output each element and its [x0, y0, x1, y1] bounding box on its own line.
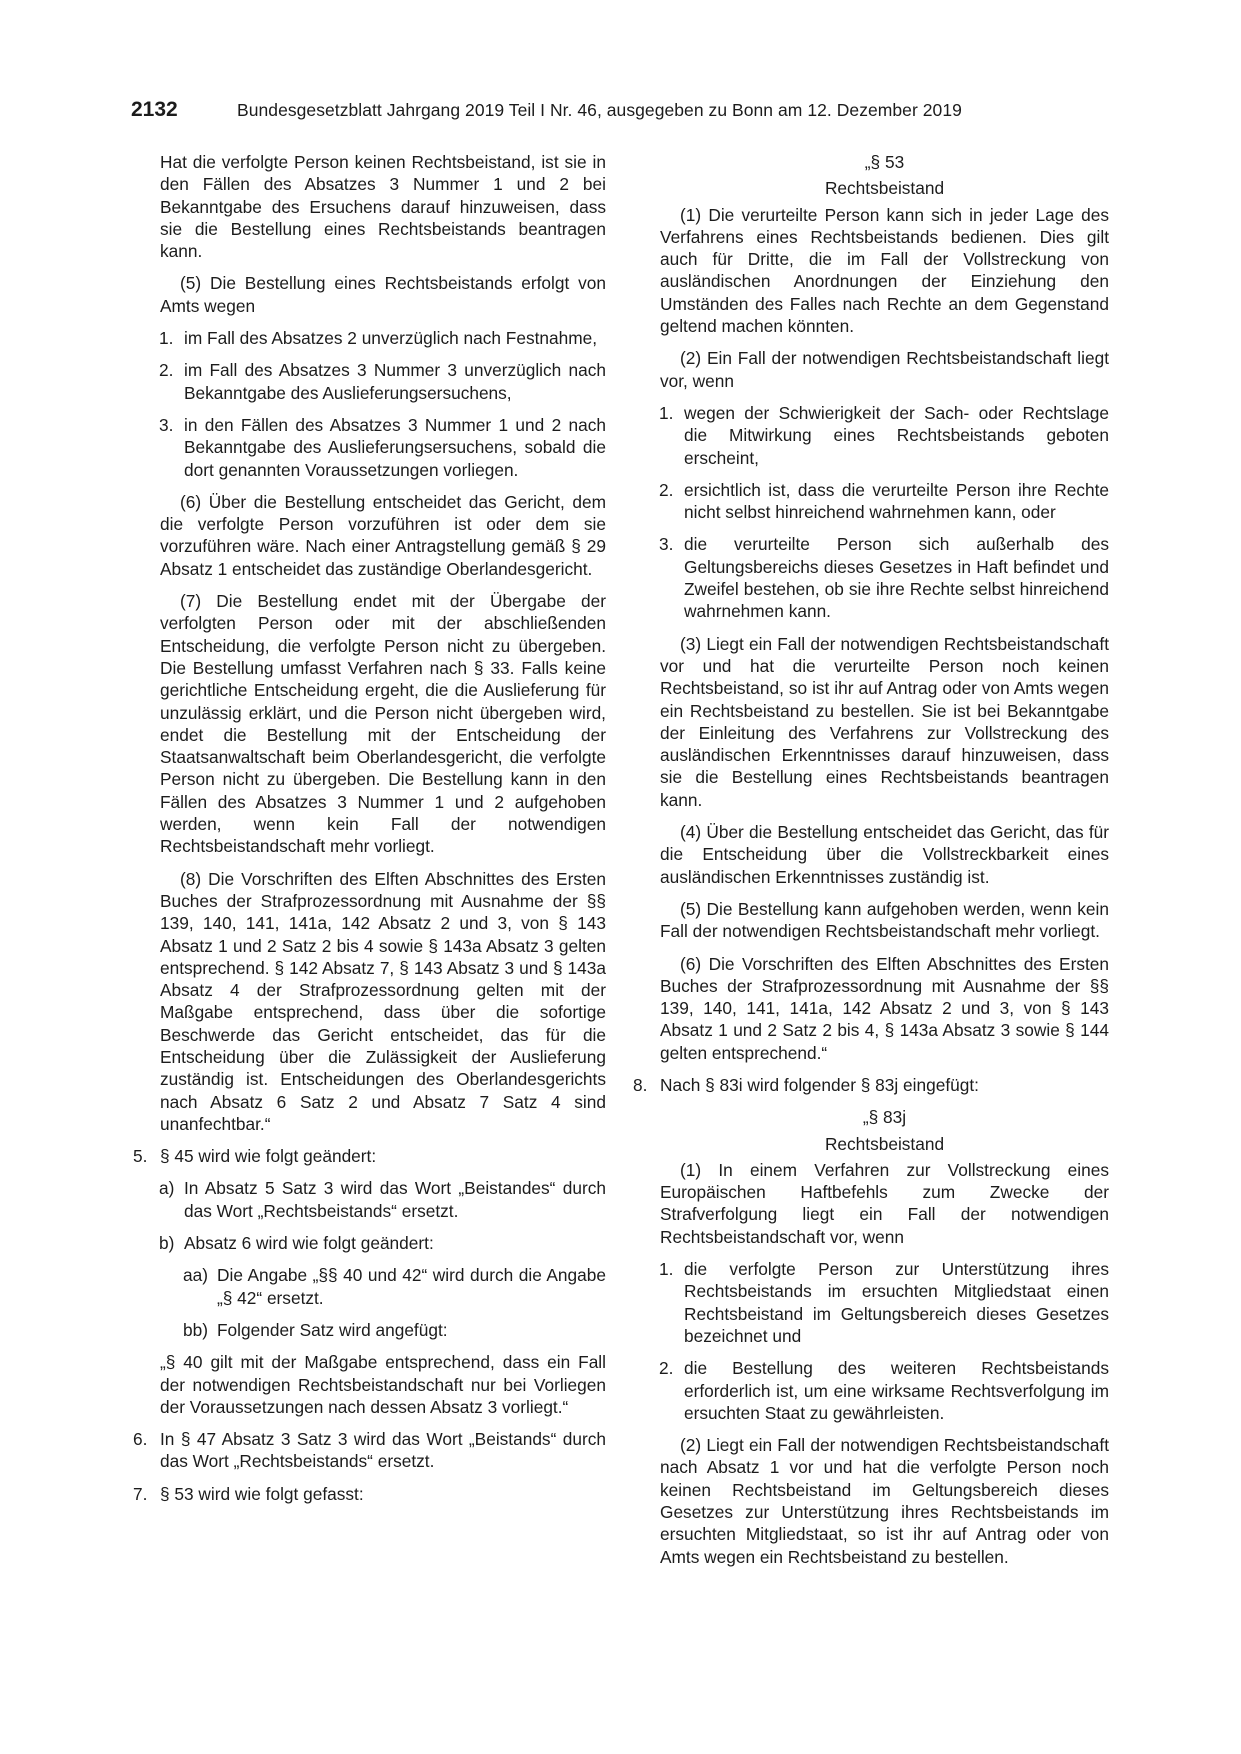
paragraph: (8) Die Vorschriften des Elften Abschnittes des Ersten Buches der Strafprozessordnung mit Ausnahme der §§ 139, 140, 141, 141a, 142 Absatz 2 und 3, von § 143 Absatz 1 und 2 Satz 2 bis 4 sowie § 143a Absatz 3 gelten entsprechend. § 142 Absatz 7, § 143 Absatz 3 und § 143a Absatz 4 der Strafprozessordnung gelten mit der Maßgabe entsprechend, dass über die sofortige Beschwerde das Gericht entscheidet, das für die Entscheidung über die Zulässigkeit der Auslieferung zuständig ist. Entscheidungen des Oberlandesgerichts nach Absatz 6 Satz 2 und Absatz 7 Satz 4 sind unanfechtbar.“	[160, 868, 606, 1134]
list-item-text: Absatz 6 wird wie folgt geändert:	[184, 1233, 434, 1254]
paragraph: (7) Die Bestellung endet mit der Übergabe der verfolgten Person oder mit der abschließenden Entscheidung, die verfolgte Person nicht zu übergeben. Die Bestellung umfasst Verfahren nach § 33. Falls keine gerichtliche Entscheidung ergeht, die die Auslieferung für unzulässig erklärt, und die Person nicht übergeben wird, endet die Bestellung mit der Entscheidung der Staatsanwaltschaft beim Oberlandesgericht, die verfolgte Person nicht zu übergeben. Die Bestellung kann in den Fällen des Absatzes 3 Nummer 1 und 2 aufgehoben werden, wenn kein Fall der notwendigen Rechtsbeistandschaft mehr vorliegt.	[160, 591, 606, 857]
list-item	[659, 1258, 1109, 1347]
list-item-text: Die Angabe „§§ 40 und 42“ wird durch die Angabe „§ 42“ ersetzt.	[217, 1265, 606, 1308]
list-marker: 8.	[633, 1074, 648, 1095]
list-item-text: In § 47 Absatz 3 Satz 3 wird das Wort „Beistands“ durch das Wort „Rechtsbeistands“ ersetzt.	[160, 1429, 606, 1472]
paragraph: Hat die verfolgte Person keinen Rechtsbeistand, ist sie in den Fällen des Absatzes 3 Nummer 1 und 2 bei Bekanntgabe des Ersuchens darauf hinzuweisen, dass sie die Bestellung eines Rechtsbeistands beantragen kann.	[160, 152, 606, 262]
list-item-text: Folgender Satz wird angefügt:	[217, 1319, 448, 1340]
list-item	[159, 327, 606, 349]
list-item-text: Nach § 83i wird folgender § 83j eingefügt:	[660, 1074, 979, 1095]
list-item	[659, 533, 1109, 622]
page-number: 2132	[131, 98, 178, 121]
running-title: Bundesgesetzblatt Jahrgang 2019 Teil I Nr. 46, ausgegeben zu Bonn am 12. Dezember 2019	[237, 100, 962, 120]
list-item	[659, 402, 1109, 469]
list-item-text: In Absatz 5 Satz 3 wird das Wort „Beistandes“ durch das Wort „Rechtsbeistands“ ersetzt.	[184, 1178, 606, 1221]
list-item	[159, 359, 606, 404]
list-item-text: § 45 wird wie folgt geändert:	[160, 1146, 377, 1167]
list-marker: 7.	[133, 1483, 148, 1504]
list-item-text: im Fall des Absatzes 3 Nummer 3 unverzüglich nach Bekanntgabe des Auslieferungsersuchens,	[184, 360, 606, 403]
list-marker: 1.	[659, 402, 674, 423]
list-item	[633, 1074, 1109, 1096]
list-item-text: im Fall des Absatzes 2 unverzüglich nach Festnahme,	[184, 328, 598, 349]
list-marker: 2.	[659, 479, 674, 500]
list-item	[159, 1232, 606, 1254]
list-item-text: die Bestellung des weiteren Rechtsbeistands erforderlich ist, um eine wirksame Rechtsverfolgung im ersuchten Staat zu gewährleisten.	[684, 1358, 1109, 1423]
paragraph: (5) Die Bestellung eines Rechtsbeistands erfolgt von Amts wegen	[160, 273, 606, 316]
right-column	[633, 151, 1109, 1578]
list-marker: 5.	[133, 1146, 148, 1167]
list-marker: b)	[159, 1233, 175, 1254]
list-marker: a)	[159, 1178, 175, 1199]
list-item-text: wegen der Schwierigkeit der Sach- oder Rechtslage die Mitwirkung eines Rechtsbeistands geboten erscheint,	[684, 402, 1109, 468]
list-marker: 2.	[659, 1358, 674, 1379]
list-marker: 3.	[159, 414, 174, 435]
list-item	[659, 479, 1109, 524]
list-item	[659, 1357, 1109, 1424]
list-marker: bb)	[183, 1319, 208, 1340]
quoted-sentence: „§ 40 gilt mit der Maßgabe entsprechend, dass ein Fall der notwendigen Rechtsbeistandschaft nur bei Vorliegen der Voraussetzungen nach dessen Absatz 3 vorliegt.“	[160, 1352, 606, 1417]
list-marker: 1.	[159, 328, 174, 349]
list-marker: 2.	[159, 360, 174, 381]
section-title: Rechtsbeistand	[824, 178, 945, 199]
list-marker: 3.	[659, 534, 674, 555]
list-item	[133, 1428, 606, 1473]
list-item	[133, 1145, 606, 1167]
list-item-text: die verfolgte Person zur Unterstützung ihres Rechtsbeistands im ersuchten Mitgliedstaat einen Rechtsbeistand im Geltungsbereich dieses Gesetzes bezeichnet und	[684, 1259, 1109, 1346]
list-marker: 6.	[133, 1429, 148, 1450]
paragraph: (1) Die verurteilte Person kann sich in jeder Lage des Verfahrens eines Rechtsbeistands bedienen. Dies gilt auch für Dritte, die im Fall der Vollstreckung von ausländischen Anordnungen der Einziehung den Umständen des Falles nach Rechte an dem Gegenstand geltend machen könnten.	[660, 204, 1109, 337]
page-header	[131, 98, 1111, 128]
list-item	[183, 1264, 606, 1309]
paragraph: (3) Liegt ein Fall der notwendigen Rechtsbeistandschaft vor und hat die verurteilte Person noch keinen Rechtsbeistand, so ist ihr auf Antrag oder von Amts wegen ein Rechtsbeistand zu bestellen. Sie ist bei Bekanntgabe der Einleitung des Verfahrens zur Vollstreckung des ausländischen Erkenntnisses darauf hinzuweisen, dass sie die Bestellung eines Rechtsbeistands beantragen kann.	[660, 633, 1109, 810]
paragraph: (4) Über die Bestellung entscheidet das Gericht, das für die Entscheidung über die Vollstreckbarkeit eines ausländischen Erkenntnisses zuständig ist.	[660, 822, 1109, 887]
list-item-text: § 53 wird wie folgt gefasst:	[160, 1483, 364, 1504]
section-number: „§ 53	[864, 152, 905, 172]
paragraph: (1) In einem Verfahren zur Vollstreckung eines Europäischen Haftbefehls zum Zwecke der Strafverfolgung liegt ein Fall der notwendigen Rechtsbeistandschaft vor, wenn	[660, 1159, 1109, 1247]
list-item	[133, 1483, 606, 1505]
paragraph: (5) Die Bestellung kann aufgehoben werden, wenn kein Fall der notwendigen Rechtsbeistandschaft mehr vorliegt.	[660, 898, 1109, 942]
list-marker: aa)	[183, 1265, 208, 1286]
list-item-text: in den Fällen des Absatzes 3 Nummer 1 und 2 nach Bekanntgabe des Auslieferungsersuchens, sobald die dort genannten Voraussetzungen vorliegen.	[184, 414, 606, 480]
list-item-text: die verurteilte Person sich außerhalb des Geltungsbereichs dieses Gesetzes in Haft befindet und Zweifel bestehen, ob sie ihre Rechte selbst hinreichend wahrnehmen kann.	[684, 534, 1109, 622]
section-title: Rechtsbeistand	[824, 1133, 945, 1154]
section-number: „§ 83j	[862, 1107, 907, 1128]
list-marker: 1.	[659, 1259, 674, 1280]
left-column	[133, 151, 606, 1515]
list-item	[159, 1177, 606, 1222]
paragraph: (2) Ein Fall der notwendigen Rechtsbeistandschaft liegt vor, wenn	[660, 348, 1109, 391]
list-item-text: ersichtlich ist, dass die verurteilte Person ihre Rechte nicht selbst hinreichend wahrnehmen kann, oder	[684, 479, 1109, 523]
list-item	[183, 1319, 606, 1341]
paragraph: (6) Über die Bestellung entscheidet das Gericht, dem die verfolgte Person vorzuführen ist oder dem sie vorzuführen wäre. Nach einer Antragstellung gemäß § 29 Absatz 1 entscheidet das zuständige Oberlandesgericht.	[160, 491, 606, 579]
list-item	[159, 414, 606, 481]
paragraph: (2) Liegt ein Fall der notwendigen Rechtsbeistandschaft nach Absatz 1 vor und hat die verfolgte Person noch keinen Rechtsbeistand im Geltungsbereich dieses Gesetzes zur Unterstützung ihres Rechtsbeistands im ersuchten Mitgliedstaat, so ist ihr auf Antrag oder von Amts wegen ein Rechtsbeistand zu bestellen.	[660, 1435, 1109, 1567]
paragraph: (6) Die Vorschriften des Elften Abschnittes des Ersten Buches der Strafprozessordnung mit Ausnahme der §§ 139, 140, 141, 141a, 142 Absatz 2 und 3, von § 143 Absatz 1 und 2 Satz 2 bis 4, § 143a Absatz 3 sowie § 144 gelten entsprechend.“	[660, 953, 1109, 1063]
